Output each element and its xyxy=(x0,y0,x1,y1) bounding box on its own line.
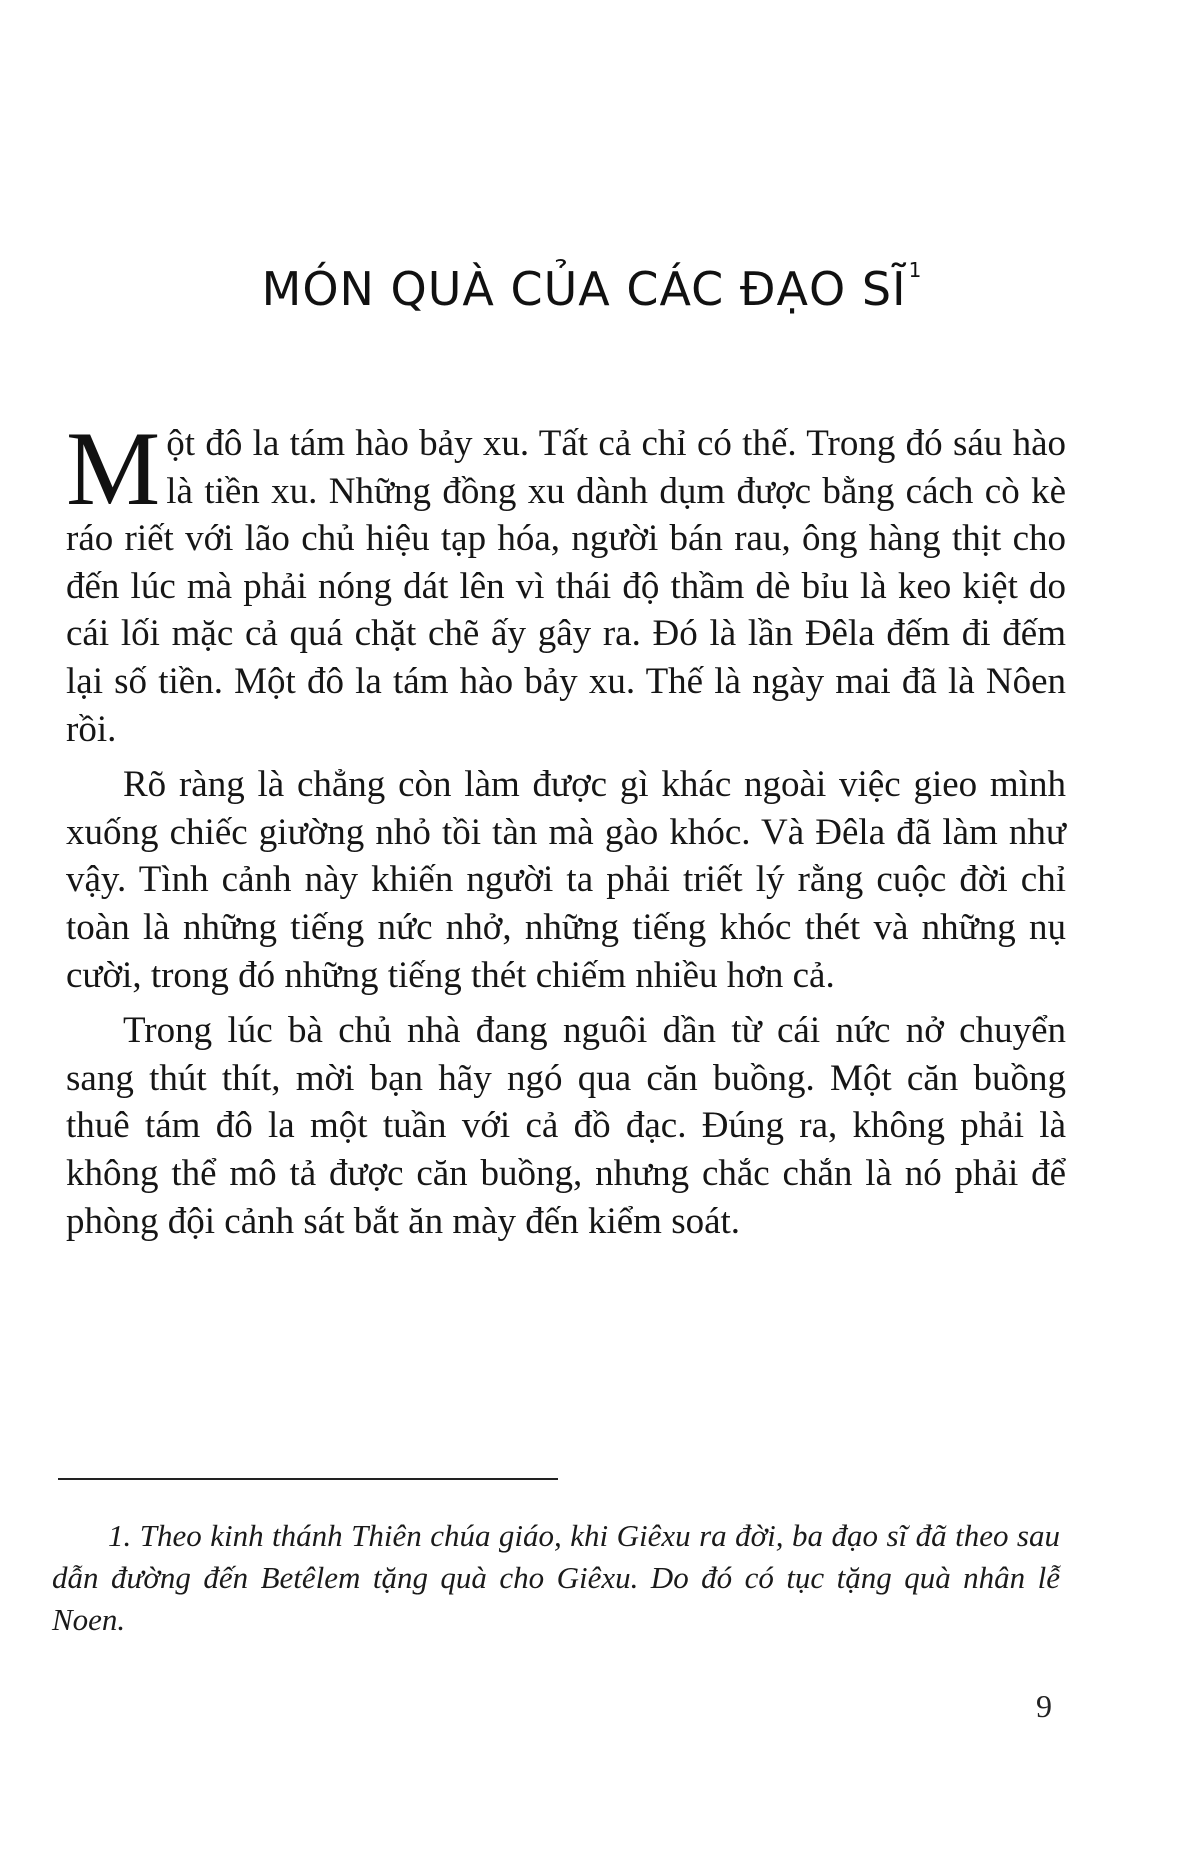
paragraph-2: Rõ ràng là chẳng còn làm được gì khác ngoài việc gieo mình xuống chiếc giường nhỏ tồi tàn mà gào khóc. Và Đêla đã làm như vậy. Tình cảnh này khiến người ta phải triết lý rằng cuộc đời chỉ toàn là những tiếng nức nhở, những tiếng khóc thét và những nụ cười, trong đó những tiếng thét chiếm nhiều hơn cả. xyxy=(66,764,1066,996)
drop-cap: M xyxy=(66,410,161,527)
chapter-title xyxy=(0,258,1184,316)
page-number: 9 xyxy=(1036,1688,1052,1724)
body-text xyxy=(66,410,1066,1245)
paragraph-1-text: ột đô la tám hào bảy xu. Tất cả chỉ có thế. Trong đó sáu hào là tiền xu. Những đồng xu dành dụm được bằng cách cò kè ráo riết với lão chủ hiệu tạp hóa, người bán rau, ông hàng thịt cho đến lúc mà phải nóng dát lên vì thái độ thầm dè bỉu là keo kiệt do cái lối mặc cả quá chặt chẽ ấy gây ra. Đó là lần Đêla đếm đi đếm lại số tiền. Một đô la tám hào bảy xu. Thế là ngày mai đã là Nôen rồi. xyxy=(66,423,1066,750)
footnote-marker: 1 xyxy=(908,258,923,282)
paragraph-3: Trong lúc bà chủ nhà đang nguôi dần từ cái nức nở chuyển sang thút thít, mời bạn hãy ngó qua căn buồng. Một căn buồng thuê tám đô la một tuần với cả đồ đạc. Đúng ra, không phải là không thể mô tả được căn buồng, nhưng chắc chắn là nó phải để phòng đội cảnh sát bắt ăn mày đến kiểm soát. xyxy=(66,1010,1066,1242)
footnote: 1. Theo kinh thánh Thiên chúa giáo, khi Giêxu ra đời, ba đạo sĩ đã theo sau dẫn đường đến Betêlem tặng quà cho Giêxu. Do đó có tục tặng quà nhân lễ Noen. xyxy=(52,1518,1060,1637)
paragraph-1 xyxy=(66,410,1066,753)
chapter-title-text: MÓN QUÀ CỦA CÁC ĐẠO SĨ xyxy=(261,262,907,316)
footnote-divider xyxy=(58,1478,558,1480)
